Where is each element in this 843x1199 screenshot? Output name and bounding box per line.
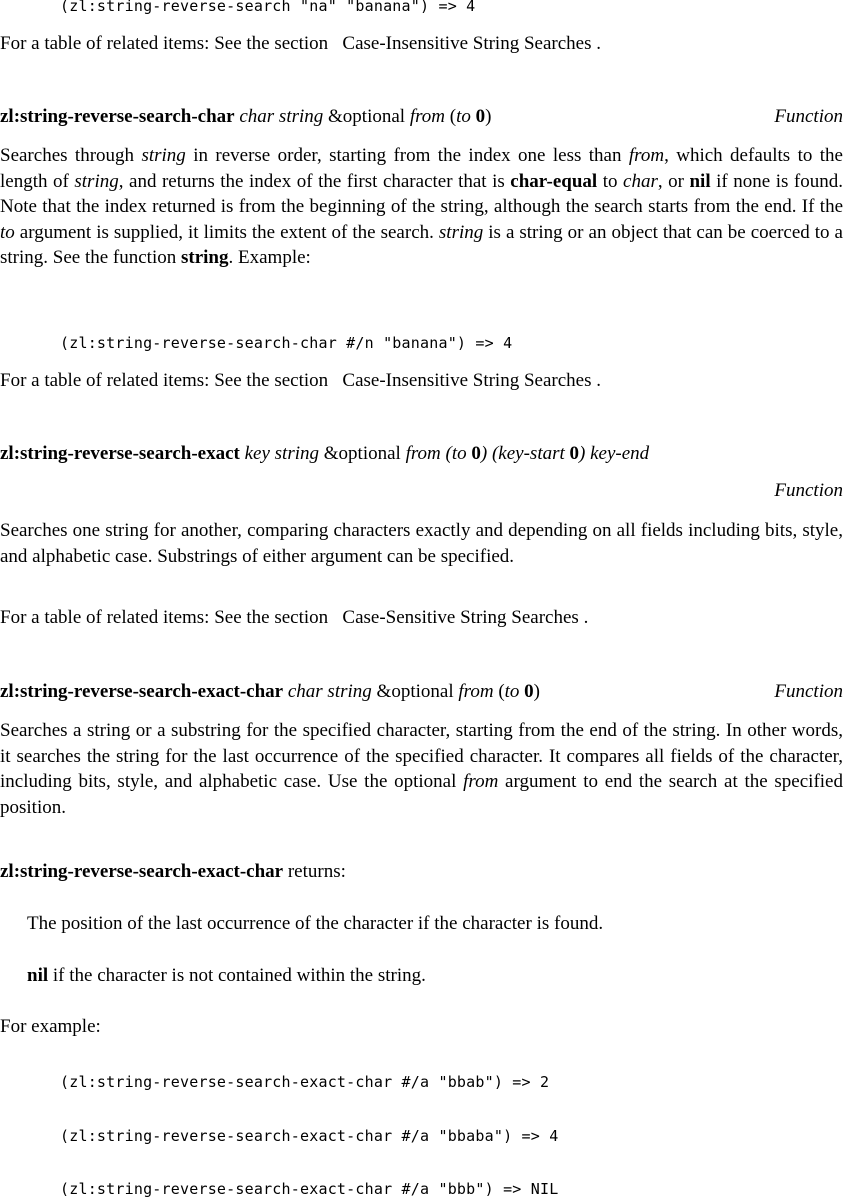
- see-also-line: For a table of related items: See the section Case-Insensitive String Searches .: [0, 370, 601, 391]
- function-header: zl:string-reverse-search-char char string &optional from (to 0): [0, 106, 492, 127]
- code-example: (zl:string-reverse-search-exact-char #/a "bbaba") => 4: [60, 1127, 559, 1145]
- return-description: if the character is not contained within the string.: [52, 965, 426, 986]
- function-args: char string: [239, 106, 324, 127]
- function-args: key string: [244, 443, 320, 464]
- list-item: [27, 913, 603, 935]
- code-example: (zl:string-reverse-search "na" "banana") => 4: [60, 0, 476, 15]
- list-item: [27, 965, 426, 987]
- to-arg: to: [504, 681, 520, 702]
- to-arg: to: [456, 106, 471, 127]
- function-header: zl:string-reverse-search-exact key string &optional from (to 0) (key-start 0) key-end: [0, 443, 650, 464]
- return-description: The position of the last occurrence of the character if the character is found.: [27, 913, 604, 934]
- function-name: zl:string-reverse-search-exact-char: [0, 681, 284, 702]
- nil-keyword: nil: [27, 965, 49, 986]
- to-arg: to: [451, 443, 467, 464]
- see-also-link[interactable]: Case-Sensitive String Searches: [342, 607, 579, 628]
- function-args: char string: [287, 681, 372, 702]
- function-description: Searches one string for another, comparing characters exactly and depending on all fields including bits, style, and alphabetic case. Substrings of either argument can be specified.: [0, 520, 843, 567]
- returns-label: returns:: [287, 861, 346, 882]
- function-description: Searches through string in reverse order, starting from the index one less than from, which defaults to the length of string, and returns the index of the first character that is char-equal to char, or nil if none is found. Note that the index returned is from the beginning of the string, although the search starts from the end. If the to argument is supplied, it limits the extent of the search. string is a string or an object that can be coerced to a string. See the function string. Example:: [0, 145, 843, 268]
- function-name: zl:string-reverse-search-char: [0, 106, 235, 127]
- function-header: zl:string-reverse-search-exact-char char string &optional from (to 0): [0, 681, 540, 702]
- key-end-arg: key-end: [590, 443, 650, 464]
- function-tag: Function: [774, 681, 843, 702]
- code-example: (zl:string-reverse-search-exact-char #/a "bbab") => 2: [60, 1073, 550, 1091]
- see-also-line: For a table of related items: See the section Case-Sensitive String Searches .: [0, 607, 589, 628]
- code-example: (zl:string-reverse-search-exact-char #/a "bbb") => NIL: [60, 1180, 559, 1198]
- optional-keyword: &optional: [376, 681, 454, 702]
- default-value: 0: [471, 443, 481, 464]
- function-description: Searches a string or a substring for the specified character, starting from the end of the string. In other words, it searches the string for the last occurrence of the specified character. It compares all fields of the character, including bits, style, and alphabetic case. Use the optional from argument to end the search at the specified position.: [0, 720, 843, 818]
- see-also-prefix: For a table of related items: See the section: [0, 33, 329, 54]
- from-arg: from: [458, 681, 494, 702]
- key-start-arg: key-start: [498, 443, 565, 464]
- function-tag: Function: [774, 106, 843, 127]
- optional-keyword: &optional: [328, 106, 406, 127]
- see-also-prefix: For a table of related items: See the section: [0, 370, 329, 391]
- see-also-prefix: For a table of related items: See the section: [0, 607, 329, 628]
- from-arg: from: [409, 106, 446, 127]
- returns-line: [0, 861, 346, 883]
- code-example: (zl:string-reverse-search-char #/n "banana") => 4: [60, 334, 513, 352]
- see-also-link[interactable]: Case-Insensitive String Searches: [342, 33, 592, 54]
- function-tag: Function: [774, 480, 843, 501]
- default-value: 0: [569, 443, 580, 464]
- optional-keyword: &optional: [323, 443, 401, 464]
- default-value: 0: [524, 681, 534, 702]
- function-name: zl:string-reverse-search-exact: [0, 443, 240, 464]
- see-also-link[interactable]: Case-Insensitive String Searches: [342, 370, 592, 391]
- see-also-line: For a table of related items: See the section Case-Insensitive String Searches .: [0, 33, 601, 54]
- from-arg: from: [405, 443, 441, 464]
- function-name: zl:string-reverse-search-exact-char: [0, 861, 284, 882]
- for-example-label: For example:: [0, 1016, 101, 1037]
- default-value: 0: [475, 106, 486, 127]
